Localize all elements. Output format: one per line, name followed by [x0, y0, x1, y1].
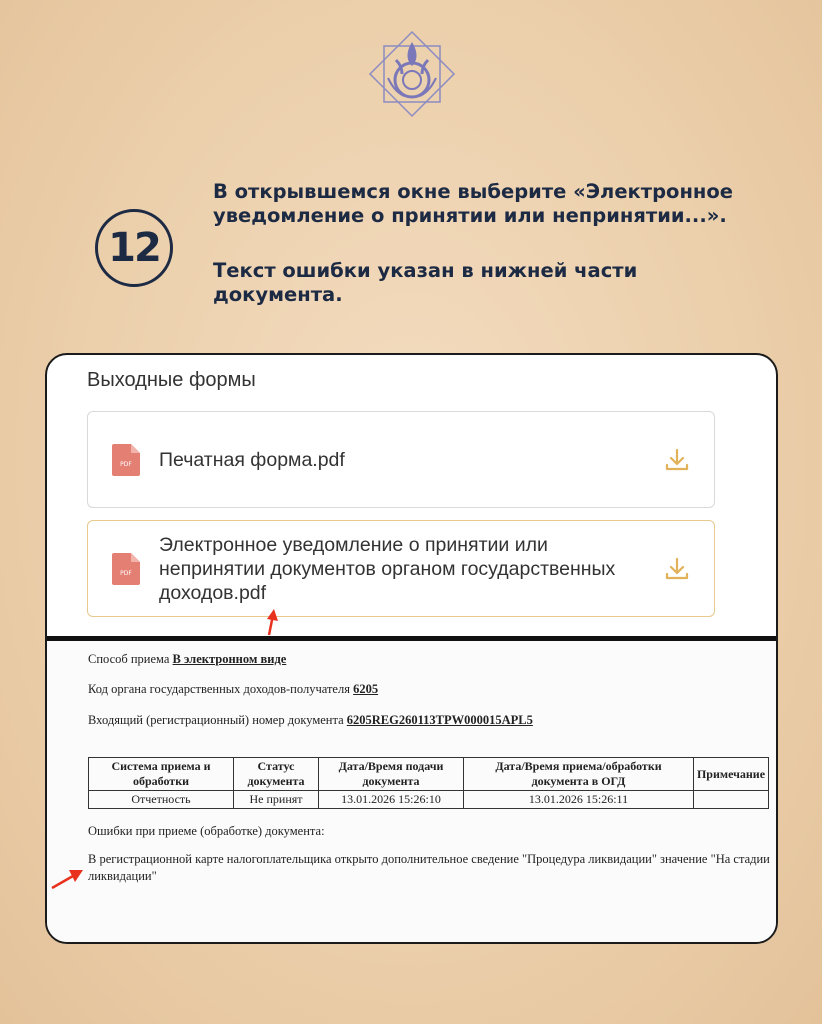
error-text: В регистрационной карте налогоплательщика открыто дополнительное сведение "Процедура ликвидации" значение "На стадии ликвидации": [88, 852, 770, 883]
table-cell: Отчетность: [89, 791, 234, 809]
status-table: [88, 757, 769, 809]
svg-text:PDF: PDF: [120, 569, 132, 577]
output-forms-title: Выходные формы: [87, 369, 256, 391]
download-icon[interactable]: [664, 447, 690, 473]
step-number-badge: 12: [95, 209, 173, 287]
receipt-method-value: В электронном виде: [172, 652, 287, 666]
table-cell: 13.01.2026 15:26:11: [464, 791, 694, 809]
table-cell: Не принят: [234, 791, 319, 809]
svg-text:PDF: PDF: [120, 460, 132, 468]
table-header: Примечание: [694, 758, 769, 791]
emblem-logo-icon: [366, 30, 458, 118]
table-header: Дата/Время приема/обработки документа в ОГД: [464, 758, 694, 791]
receipt-method-line: Способ приема В электронном виде: [88, 652, 287, 666]
red-arrow-right-icon: [49, 866, 85, 892]
file-row-print-form[interactable]: [87, 411, 715, 508]
table-cell: 13.01.2026 15:26:10: [319, 791, 464, 809]
instruction-text-2: Текст ошибки указан в нижней части документа.: [213, 259, 638, 306]
table-header: Статус документа: [234, 758, 319, 791]
table-row: [89, 791, 769, 809]
table-header-row: [89, 758, 769, 791]
incoming-number-line: Входящий (регистрационный) номер документа 6205REG260113TPW000015APL5: [88, 713, 533, 727]
notice-document: [47, 641, 776, 944]
screenshot-card: [45, 353, 778, 944]
authority-code-line: Код органа государственных доходов-получателя 6205: [88, 682, 379, 696]
table-header: Дата/Время подачи документа: [319, 758, 464, 791]
red-arrow-up-icon: [257, 607, 287, 637]
table-cell: [694, 791, 769, 809]
pdf-file-icon: [112, 553, 140, 585]
instruction-text-1: В открывшемся окне выберите «Электронное уведомление о принятии или непринятии...».: [213, 180, 734, 227]
file-row-electronic-notice[interactable]: [87, 520, 715, 617]
download-icon[interactable]: [664, 556, 690, 582]
file-name: Печатная форма.pdf: [159, 448, 345, 471]
authority-code-value: 6205: [353, 682, 379, 696]
errors-heading: Ошибки при приеме (обработке) документа:: [88, 824, 325, 838]
table-header: Система приема и обработки: [89, 758, 234, 791]
incoming-number-value: 6205REG260113TPW000015APL5: [346, 713, 533, 727]
pdf-file-icon: [112, 444, 140, 476]
file-name: Электронное уведомление о принятии или непринятии документов органом государственных доходов.pdf: [159, 533, 616, 604]
